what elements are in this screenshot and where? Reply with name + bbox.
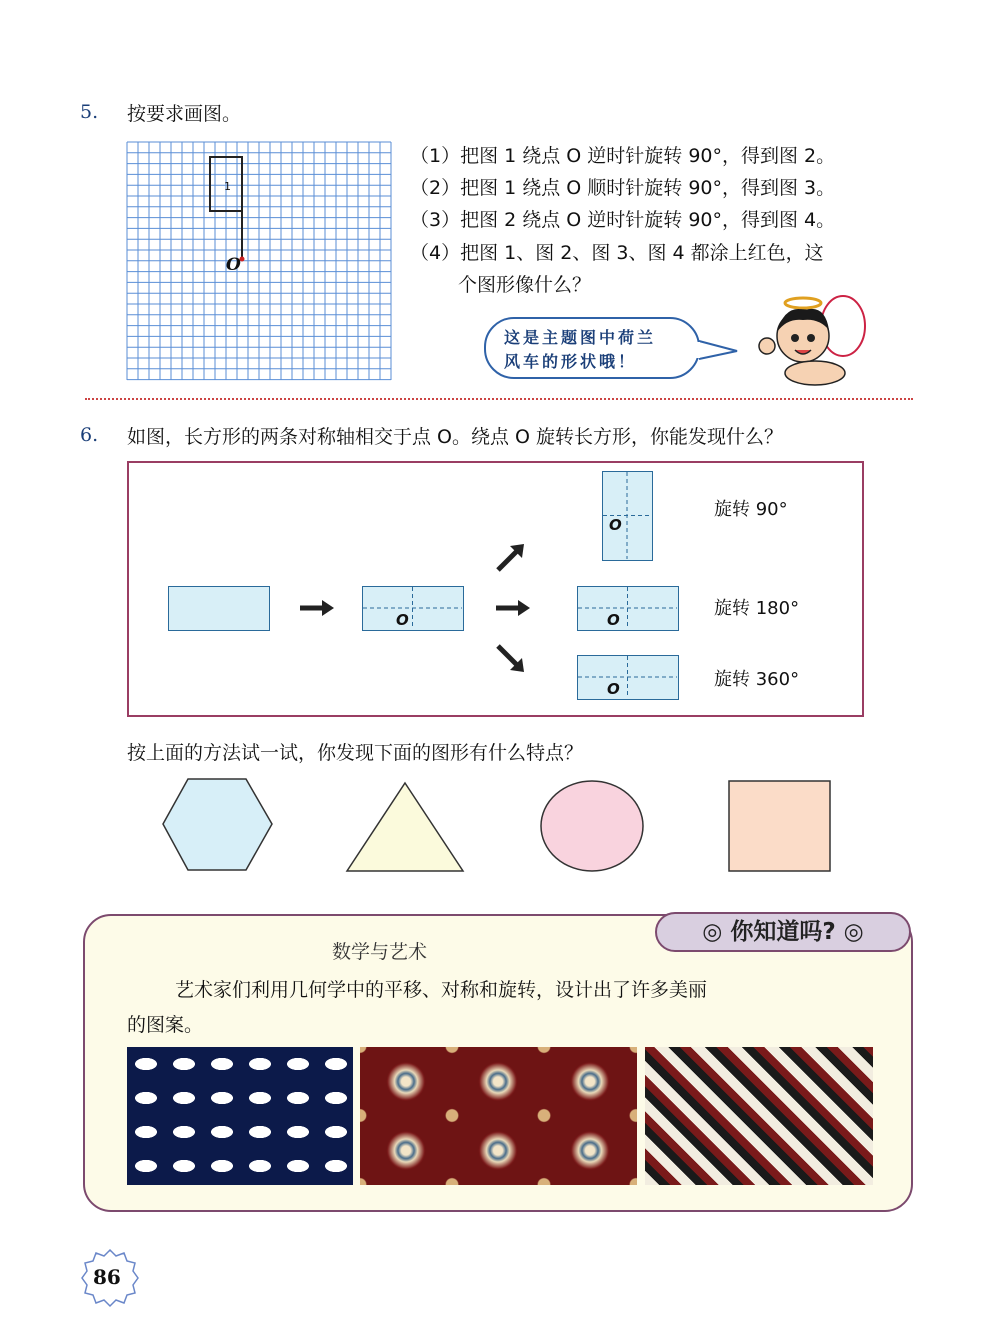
axis-rectangle <box>362 586 464 631</box>
rot360-point: O <box>607 680 620 698</box>
hexagon-shape <box>163 779 272 870</box>
q5-title: 按要求画图。 <box>127 103 242 125</box>
bubble-tail <box>695 335 740 365</box>
speech-bubble <box>484 317 700 379</box>
arrow-down-right-icon <box>494 642 530 674</box>
q5-item-4-continued: 个图形像什么？ <box>458 274 592 296</box>
section-divider <box>85 398 913 400</box>
q5-item-2: （2）把图 1 绕点 O 顺时针旋转 90°，得到图 3。 <box>410 177 836 199</box>
bird-tessellation-image <box>645 1047 873 1185</box>
rotated-180-rectangle <box>577 586 679 631</box>
rot90-point: O <box>609 516 622 534</box>
shapes-row <box>150 775 850 880</box>
axis-rect-point: O <box>396 611 409 629</box>
arrow-right-icon-2 <box>494 598 534 618</box>
bubble-line-2: 风车的形状哦！ <box>504 352 638 371</box>
art-line-1: 艺术家们利用几何学中的平移、对称和旋转，设计出了许多美丽 <box>175 979 708 1001</box>
q5-fig-label: 1 <box>224 180 231 193</box>
try-prompt: 按上面的方法试一试，你发现下面的图形有什么特点？ <box>127 742 584 764</box>
q6-number: 6. <box>80 424 99 446</box>
q5-grid <box>126 141 394 381</box>
art-heading: 数学与艺术 <box>332 941 428 963</box>
q6-title: 如图，长方形的两条对称轴相交于点 O。绕点 O 旋转长方形，你能发现什么？ <box>127 426 784 448</box>
triangle-shape <box>347 783 463 871</box>
bear-tessellation-image <box>127 1047 353 1185</box>
carpet-pattern-image <box>360 1047 637 1185</box>
bubble-line-1: 这是主题图中荷兰 <box>504 328 657 347</box>
art-line-2: 的图案。 <box>127 1014 204 1036</box>
do-you-know-badge: ◎ 你知道吗? ◎ <box>655 912 911 952</box>
circle-shape <box>541 781 643 871</box>
rotate-180-label: 旋转 180° <box>714 598 800 619</box>
q5-item-4: （4）把图 1、图 2、图 3、图 4 都涂上红色，这 <box>410 242 824 264</box>
page-number: 86 <box>93 1265 121 1289</box>
arrow-up-right-icon <box>494 542 530 574</box>
rot180-point: O <box>607 611 620 629</box>
q5-point-label: O <box>226 255 241 275</box>
q5-number: 5. <box>80 101 99 123</box>
rotate-360-label: 旋转 360° <box>714 669 800 690</box>
original-rectangle <box>168 586 270 631</box>
angel-illustration <box>745 288 870 388</box>
rotated-360-rectangle <box>577 655 679 700</box>
q5-item-1: （1）把图 1 绕点 O 逆时针旋转 90°，得到图 2。 <box>410 145 836 167</box>
arrow-right-icon <box>298 598 338 618</box>
q5-item-3: （3）把图 2 绕点 O 逆时针旋转 90°，得到图 4。 <box>410 209 836 231</box>
rotate-90-label: 旋转 90° <box>714 499 788 520</box>
square-shape <box>729 781 830 871</box>
